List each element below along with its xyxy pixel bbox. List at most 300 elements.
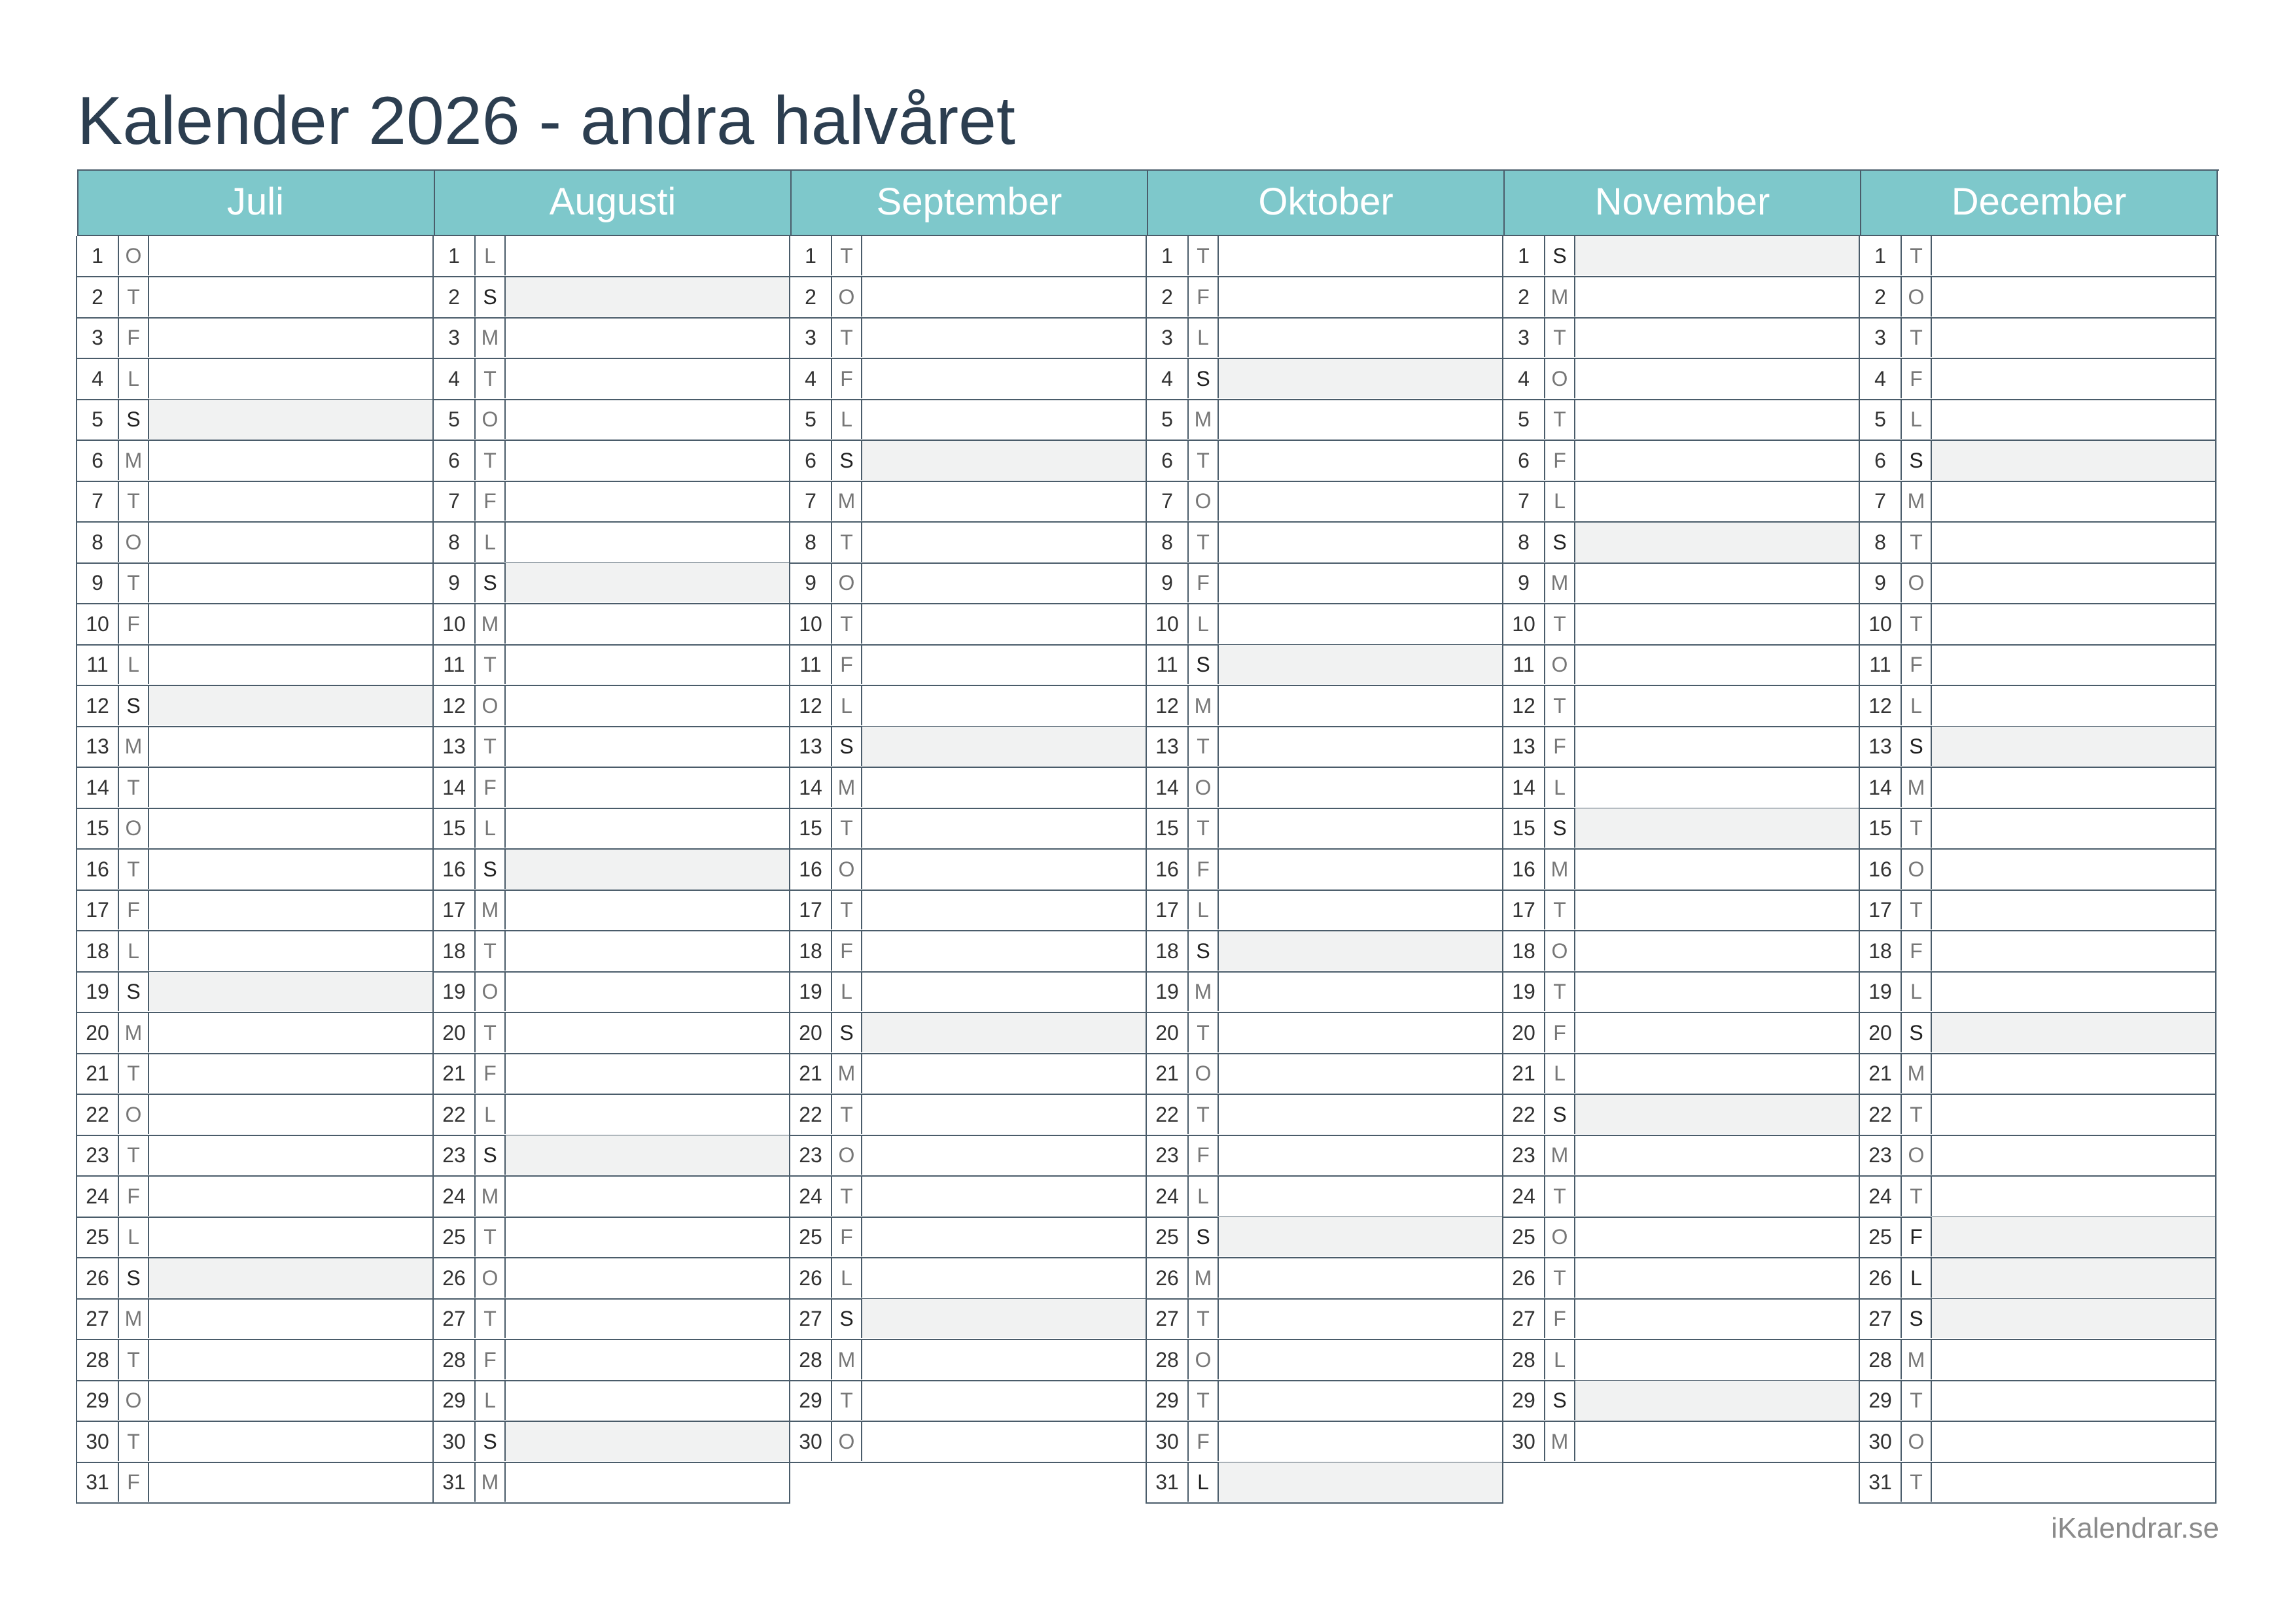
day-note-cell[interactable] xyxy=(506,604,789,644)
day-note-cell[interactable] xyxy=(1932,1258,2215,1298)
day-note-cell[interactable] xyxy=(1575,768,1859,807)
day-note-cell[interactable] xyxy=(1575,441,1859,480)
day-note-cell[interactable] xyxy=(1219,1299,1502,1338)
day-note-cell[interactable] xyxy=(1932,727,2215,766)
day-note-cell[interactable] xyxy=(506,400,789,439)
day-note-cell[interactable] xyxy=(1575,481,1859,521)
day-note-cell[interactable] xyxy=(149,1422,432,1461)
day-note-cell[interactable] xyxy=(149,931,432,971)
day-row[interactable] xyxy=(789,1258,1147,1300)
day-row[interactable] xyxy=(76,808,434,850)
day-row[interactable] xyxy=(789,318,1147,359)
day-note-cell[interactable] xyxy=(1932,850,2215,889)
day-note-cell[interactable] xyxy=(1575,523,1859,562)
day-row[interactable] xyxy=(789,931,1147,973)
day-note-cell[interactable] xyxy=(506,686,789,725)
day-note-cell[interactable] xyxy=(1575,1381,1859,1420)
day-note-cell[interactable] xyxy=(1219,523,1502,562)
day-note-cell[interactable] xyxy=(1932,1299,2215,1338)
day-row[interactable] xyxy=(1859,1177,2216,1218)
day-note-cell[interactable] xyxy=(1932,890,2215,929)
day-note-cell[interactable] xyxy=(506,523,789,562)
day-note-cell[interactable] xyxy=(506,890,789,929)
day-row[interactable] xyxy=(76,686,434,727)
day-note-cell[interactable] xyxy=(149,1462,432,1502)
day-note-cell[interactable] xyxy=(862,686,1146,725)
day-note-cell[interactable] xyxy=(149,1054,432,1093)
day-note-cell[interactable] xyxy=(862,400,1146,439)
day-note-cell[interactable] xyxy=(1219,318,1502,357)
day-row[interactable] xyxy=(1146,808,1503,850)
day-row[interactable] xyxy=(76,1177,434,1218)
day-row[interactable] xyxy=(1146,1462,1503,1504)
day-note-cell[interactable] xyxy=(1219,1054,1502,1093)
day-note-cell[interactable] xyxy=(506,808,789,848)
day-row[interactable] xyxy=(1859,686,2216,727)
day-row[interactable] xyxy=(1502,481,1860,523)
day-note-cell[interactable] xyxy=(1575,972,1859,1011)
day-row[interactable] xyxy=(76,972,434,1013)
day-row[interactable] xyxy=(1502,1422,1860,1463)
day-note-cell[interactable] xyxy=(1219,890,1502,929)
day-note-cell[interactable] xyxy=(862,850,1146,889)
day-row[interactable] xyxy=(1859,1135,2216,1177)
day-row[interactable] xyxy=(432,850,790,891)
day-note-cell[interactable] xyxy=(862,1177,1146,1216)
day-note-cell[interactable] xyxy=(149,686,432,725)
day-row[interactable] xyxy=(1502,1177,1860,1218)
day-note-cell[interactable] xyxy=(862,1299,1146,1338)
day-note-cell[interactable] xyxy=(1932,1340,2215,1379)
day-note-cell[interactable] xyxy=(149,1381,432,1420)
day-note-cell[interactable] xyxy=(1219,808,1502,848)
day-row[interactable] xyxy=(1859,1462,2216,1504)
day-row[interactable] xyxy=(432,441,790,482)
day-note-cell[interactable] xyxy=(1219,850,1502,889)
day-note-cell[interactable] xyxy=(1219,1381,1502,1420)
day-row[interactable] xyxy=(789,1177,1147,1218)
day-note-cell[interactable] xyxy=(149,1299,432,1338)
day-row[interactable] xyxy=(1502,686,1860,727)
day-note-cell[interactable] xyxy=(1932,1095,2215,1134)
day-note-cell[interactable] xyxy=(1575,277,1859,317)
day-note-cell[interactable] xyxy=(862,1135,1146,1175)
day-row[interactable] xyxy=(1502,277,1860,319)
day-row[interactable] xyxy=(1502,523,1860,564)
day-note-cell[interactable] xyxy=(1932,1462,2215,1502)
day-note-cell[interactable] xyxy=(1932,277,2215,317)
day-row[interactable] xyxy=(1859,277,2216,319)
day-row[interactable] xyxy=(1146,727,1503,768)
day-row[interactable] xyxy=(432,768,790,809)
day-note-cell[interactable] xyxy=(1932,1217,2215,1256)
day-note-cell[interactable] xyxy=(1575,1054,1859,1093)
day-row[interactable] xyxy=(76,1258,434,1300)
day-note-cell[interactable] xyxy=(862,1340,1146,1379)
day-note-cell[interactable] xyxy=(506,1013,789,1052)
day-note-cell[interactable] xyxy=(1932,972,2215,1011)
day-row[interactable] xyxy=(1859,441,2216,482)
day-row[interactable] xyxy=(1859,1095,2216,1136)
day-row[interactable] xyxy=(1502,850,1860,891)
day-note-cell[interactable] xyxy=(149,850,432,889)
day-row[interactable] xyxy=(76,890,434,931)
day-row[interactable] xyxy=(1502,441,1860,482)
day-note-cell[interactable] xyxy=(862,890,1146,929)
day-note-cell[interactable] xyxy=(149,1135,432,1175)
day-row[interactable] xyxy=(1146,890,1503,931)
day-note-cell[interactable] xyxy=(506,563,789,602)
day-note-cell[interactable] xyxy=(506,1177,789,1216)
day-row[interactable] xyxy=(1146,481,1503,523)
day-row[interactable] xyxy=(1859,645,2216,686)
day-note-cell[interactable] xyxy=(1932,318,2215,357)
day-note-cell[interactable] xyxy=(1219,1013,1502,1052)
day-row[interactable] xyxy=(789,400,1147,441)
day-note-cell[interactable] xyxy=(506,727,789,766)
day-row[interactable] xyxy=(76,768,434,809)
day-row[interactable] xyxy=(1502,1258,1860,1300)
day-row[interactable] xyxy=(1146,1422,1503,1463)
day-note-cell[interactable] xyxy=(862,604,1146,644)
day-note-cell[interactable] xyxy=(506,972,789,1011)
day-row[interactable] xyxy=(76,850,434,891)
day-row[interactable] xyxy=(1859,808,2216,850)
day-note-cell[interactable] xyxy=(149,277,432,317)
day-note-cell[interactable] xyxy=(862,1217,1146,1256)
day-row[interactable] xyxy=(1859,318,2216,359)
day-note-cell[interactable] xyxy=(506,1381,789,1420)
day-row[interactable] xyxy=(1502,563,1860,604)
day-row[interactable] xyxy=(789,1299,1147,1340)
day-row[interactable] xyxy=(1502,1054,1860,1095)
day-row[interactable] xyxy=(1859,890,2216,931)
day-note-cell[interactable] xyxy=(149,481,432,521)
day-note-cell[interactable] xyxy=(862,1095,1146,1134)
day-note-cell[interactable] xyxy=(506,1422,789,1461)
day-row[interactable] xyxy=(1146,1177,1503,1218)
day-note-cell[interactable] xyxy=(506,1340,789,1379)
day-row[interactable] xyxy=(1859,1013,2216,1054)
day-note-cell[interactable] xyxy=(506,481,789,521)
day-row[interactable] xyxy=(1502,1095,1860,1136)
day-row[interactable] xyxy=(1502,318,1860,359)
day-note-cell[interactable] xyxy=(1575,850,1859,889)
day-row[interactable] xyxy=(1859,1217,2216,1258)
day-row[interactable] xyxy=(76,1054,434,1095)
day-note-cell[interactable] xyxy=(1575,318,1859,357)
day-row[interactable] xyxy=(789,1340,1147,1381)
day-row[interactable] xyxy=(789,850,1147,891)
day-row[interactable] xyxy=(432,277,790,319)
day-note-cell[interactable] xyxy=(862,931,1146,971)
day-note-cell[interactable] xyxy=(862,1422,1146,1461)
day-note-cell[interactable] xyxy=(1575,727,1859,766)
day-note-cell[interactable] xyxy=(506,850,789,889)
day-row[interactable] xyxy=(76,1013,434,1054)
day-note-cell[interactable] xyxy=(149,318,432,357)
day-note-cell[interactable] xyxy=(1932,523,2215,562)
day-row[interactable] xyxy=(789,727,1147,768)
day-row[interactable] xyxy=(76,359,434,400)
day-note-cell[interactable] xyxy=(149,1217,432,1256)
day-note-cell[interactable] xyxy=(1219,1135,1502,1175)
day-note-cell[interactable] xyxy=(1219,236,1502,275)
day-row[interactable] xyxy=(1146,1381,1503,1422)
day-note-cell[interactable] xyxy=(1219,645,1502,684)
day-row[interactable] xyxy=(1146,277,1503,319)
day-row[interactable] xyxy=(1146,1217,1503,1258)
day-row[interactable] xyxy=(1502,972,1860,1013)
day-note-cell[interactable] xyxy=(149,604,432,644)
day-row[interactable] xyxy=(1146,645,1503,686)
day-row[interactable] xyxy=(76,645,434,686)
day-note-cell[interactable] xyxy=(862,1013,1146,1052)
day-note-cell[interactable] xyxy=(149,523,432,562)
day-row[interactable] xyxy=(1859,1299,2216,1340)
day-row[interactable] xyxy=(432,1013,790,1054)
day-row[interactable] xyxy=(789,808,1147,850)
day-row[interactable] xyxy=(1146,686,1503,727)
day-row[interactable] xyxy=(1859,236,2216,277)
day-note-cell[interactable] xyxy=(1219,727,1502,766)
day-row[interactable] xyxy=(1502,604,1860,646)
day-row[interactable] xyxy=(432,1299,790,1340)
day-note-cell[interactable] xyxy=(1575,1135,1859,1175)
day-row[interactable] xyxy=(1859,768,2216,809)
day-row[interactable] xyxy=(432,563,790,604)
day-row[interactable] xyxy=(432,1177,790,1218)
day-row[interactable] xyxy=(432,1422,790,1463)
day-row[interactable] xyxy=(789,236,1147,277)
day-note-cell[interactable] xyxy=(1932,604,2215,644)
day-row[interactable] xyxy=(432,523,790,564)
day-note-cell[interactable] xyxy=(1219,277,1502,317)
day-row[interactable] xyxy=(1146,523,1503,564)
day-note-cell[interactable] xyxy=(1575,236,1859,275)
day-row[interactable] xyxy=(76,1299,434,1340)
day-row[interactable] xyxy=(789,441,1147,482)
day-row[interactable] xyxy=(789,1381,1147,1422)
day-row[interactable] xyxy=(76,481,434,523)
day-note-cell[interactable] xyxy=(1219,359,1502,398)
day-row[interactable] xyxy=(1859,1381,2216,1422)
day-note-cell[interactable] xyxy=(1932,441,2215,480)
day-row[interactable] xyxy=(76,931,434,973)
day-note-cell[interactable] xyxy=(149,768,432,807)
day-row[interactable] xyxy=(789,1095,1147,1136)
day-row[interactable] xyxy=(432,481,790,523)
day-note-cell[interactable] xyxy=(1932,768,2215,807)
day-row[interactable] xyxy=(1146,1054,1503,1095)
day-row[interactable] xyxy=(1859,972,2216,1013)
day-row[interactable] xyxy=(432,318,790,359)
day-note-cell[interactable] xyxy=(1575,686,1859,725)
day-note-cell[interactable] xyxy=(1575,890,1859,929)
day-note-cell[interactable] xyxy=(149,236,432,275)
day-row[interactable] xyxy=(1502,1381,1860,1422)
day-note-cell[interactable] xyxy=(1575,1177,1859,1216)
day-row[interactable] xyxy=(76,1135,434,1177)
day-row[interactable] xyxy=(1859,400,2216,441)
day-note-cell[interactable] xyxy=(506,931,789,971)
day-note-cell[interactable] xyxy=(862,1258,1146,1298)
day-note-cell[interactable] xyxy=(1219,972,1502,1011)
day-note-cell[interactable] xyxy=(149,972,432,1011)
day-row[interactable] xyxy=(789,1217,1147,1258)
day-note-cell[interactable] xyxy=(1219,1462,1502,1502)
day-row[interactable] xyxy=(76,1422,434,1463)
day-note-cell[interactable] xyxy=(149,441,432,480)
day-note-cell[interactable] xyxy=(1932,686,2215,725)
day-note-cell[interactable] xyxy=(149,1177,432,1216)
day-note-cell[interactable] xyxy=(1219,1340,1502,1379)
day-row[interactable] xyxy=(432,359,790,400)
day-note-cell[interactable] xyxy=(1219,1422,1502,1461)
day-note-cell[interactable] xyxy=(1932,1013,2215,1052)
day-note-cell[interactable] xyxy=(1575,1422,1859,1461)
day-row[interactable] xyxy=(789,1013,1147,1054)
day-row[interactable] xyxy=(432,1340,790,1381)
day-row[interactable] xyxy=(1146,359,1503,400)
day-row[interactable] xyxy=(1502,645,1860,686)
day-row[interactable] xyxy=(1859,481,2216,523)
day-row[interactable] xyxy=(76,1217,434,1258)
day-note-cell[interactable] xyxy=(1932,1054,2215,1093)
day-row[interactable] xyxy=(1859,727,2216,768)
day-row[interactable] xyxy=(789,1422,1147,1463)
day-row[interactable] xyxy=(789,563,1147,604)
day-row[interactable] xyxy=(1859,1422,2216,1463)
day-note-cell[interactable] xyxy=(862,481,1146,521)
day-row[interactable] xyxy=(1146,972,1503,1013)
day-row[interactable] xyxy=(432,604,790,646)
day-row[interactable] xyxy=(1859,1340,2216,1381)
day-note-cell[interactable] xyxy=(1575,359,1859,398)
day-row[interactable] xyxy=(432,1054,790,1095)
day-row[interactable] xyxy=(76,400,434,441)
day-row[interactable] xyxy=(789,1135,1147,1177)
day-note-cell[interactable] xyxy=(1575,1217,1859,1256)
day-row[interactable] xyxy=(432,890,790,931)
day-row[interactable] xyxy=(1146,1299,1503,1340)
day-row[interactable] xyxy=(1502,1340,1860,1381)
day-note-cell[interactable] xyxy=(1575,604,1859,644)
day-note-cell[interactable] xyxy=(1932,359,2215,398)
day-note-cell[interactable] xyxy=(506,645,789,684)
day-note-cell[interactable] xyxy=(1219,1095,1502,1134)
day-note-cell[interactable] xyxy=(506,318,789,357)
day-note-cell[interactable] xyxy=(506,359,789,398)
day-note-cell[interactable] xyxy=(506,1054,789,1093)
day-note-cell[interactable] xyxy=(862,563,1146,602)
day-row[interactable] xyxy=(1859,1258,2216,1300)
day-row[interactable] xyxy=(1146,1340,1503,1381)
day-note-cell[interactable] xyxy=(862,972,1146,1011)
day-note-cell[interactable] xyxy=(1575,645,1859,684)
day-note-cell[interactable] xyxy=(862,1054,1146,1093)
day-note-cell[interactable] xyxy=(1932,1422,2215,1461)
day-note-cell[interactable] xyxy=(1219,931,1502,971)
day-row[interactable] xyxy=(432,1217,790,1258)
day-note-cell[interactable] xyxy=(1219,441,1502,480)
day-row[interactable] xyxy=(1859,359,2216,400)
day-note-cell[interactable] xyxy=(1932,563,2215,602)
day-note-cell[interactable] xyxy=(1932,1381,2215,1420)
day-row[interactable] xyxy=(432,972,790,1013)
day-row[interactable] xyxy=(432,400,790,441)
day-row[interactable] xyxy=(789,604,1147,646)
day-row[interactable] xyxy=(1146,318,1503,359)
day-row[interactable] xyxy=(1502,890,1860,931)
day-row[interactable] xyxy=(1146,1135,1503,1177)
day-note-cell[interactable] xyxy=(1219,768,1502,807)
day-row[interactable] xyxy=(789,768,1147,809)
day-row[interactable] xyxy=(1502,1299,1860,1340)
day-row[interactable] xyxy=(1146,1258,1503,1300)
day-note-cell[interactable] xyxy=(149,1095,432,1134)
day-row[interactable] xyxy=(1859,563,2216,604)
day-row[interactable] xyxy=(432,1462,790,1504)
day-row[interactable] xyxy=(1502,359,1860,400)
day-row[interactable] xyxy=(789,645,1147,686)
day-note-cell[interactable] xyxy=(506,1135,789,1175)
day-note-cell[interactable] xyxy=(862,236,1146,275)
day-note-cell[interactable] xyxy=(1932,808,2215,848)
day-note-cell[interactable] xyxy=(862,359,1146,398)
day-note-cell[interactable] xyxy=(1219,400,1502,439)
day-note-cell[interactable] xyxy=(149,890,432,929)
day-note-cell[interactable] xyxy=(1932,400,2215,439)
day-row[interactable] xyxy=(789,1054,1147,1095)
day-row[interactable] xyxy=(76,277,434,319)
day-note-cell[interactable] xyxy=(1219,563,1502,602)
day-note-cell[interactable] xyxy=(862,1381,1146,1420)
day-note-cell[interactable] xyxy=(1575,400,1859,439)
day-row[interactable] xyxy=(1146,604,1503,646)
day-note-cell[interactable] xyxy=(506,1217,789,1256)
day-row[interactable] xyxy=(1859,931,2216,973)
day-note-cell[interactable] xyxy=(506,1299,789,1338)
day-note-cell[interactable] xyxy=(1575,1299,1859,1338)
day-row[interactable] xyxy=(76,604,434,646)
day-row[interactable] xyxy=(1146,563,1503,604)
day-row[interactable] xyxy=(1502,1135,1860,1177)
day-note-cell[interactable] xyxy=(149,1340,432,1379)
day-row[interactable] xyxy=(1859,1054,2216,1095)
day-note-cell[interactable] xyxy=(506,277,789,317)
day-row[interactable] xyxy=(789,972,1147,1013)
day-note-cell[interactable] xyxy=(1575,931,1859,971)
day-note-cell[interactable] xyxy=(1932,931,2215,971)
day-row[interactable] xyxy=(432,931,790,973)
day-row[interactable] xyxy=(432,686,790,727)
day-note-cell[interactable] xyxy=(862,727,1146,766)
day-note-cell[interactable] xyxy=(1575,808,1859,848)
day-row[interactable] xyxy=(432,1135,790,1177)
day-note-cell[interactable] xyxy=(1932,236,2215,275)
day-row[interactable] xyxy=(1502,1217,1860,1258)
day-note-cell[interactable] xyxy=(1219,1177,1502,1216)
day-row[interactable] xyxy=(1146,236,1503,277)
day-note-cell[interactable] xyxy=(1219,481,1502,521)
day-row[interactable] xyxy=(1146,400,1503,441)
day-row[interactable] xyxy=(432,1258,790,1300)
day-row[interactable] xyxy=(76,1462,434,1504)
day-row[interactable] xyxy=(1146,768,1503,809)
day-note-cell[interactable] xyxy=(1219,686,1502,725)
day-note-cell[interactable] xyxy=(1932,1177,2215,1216)
